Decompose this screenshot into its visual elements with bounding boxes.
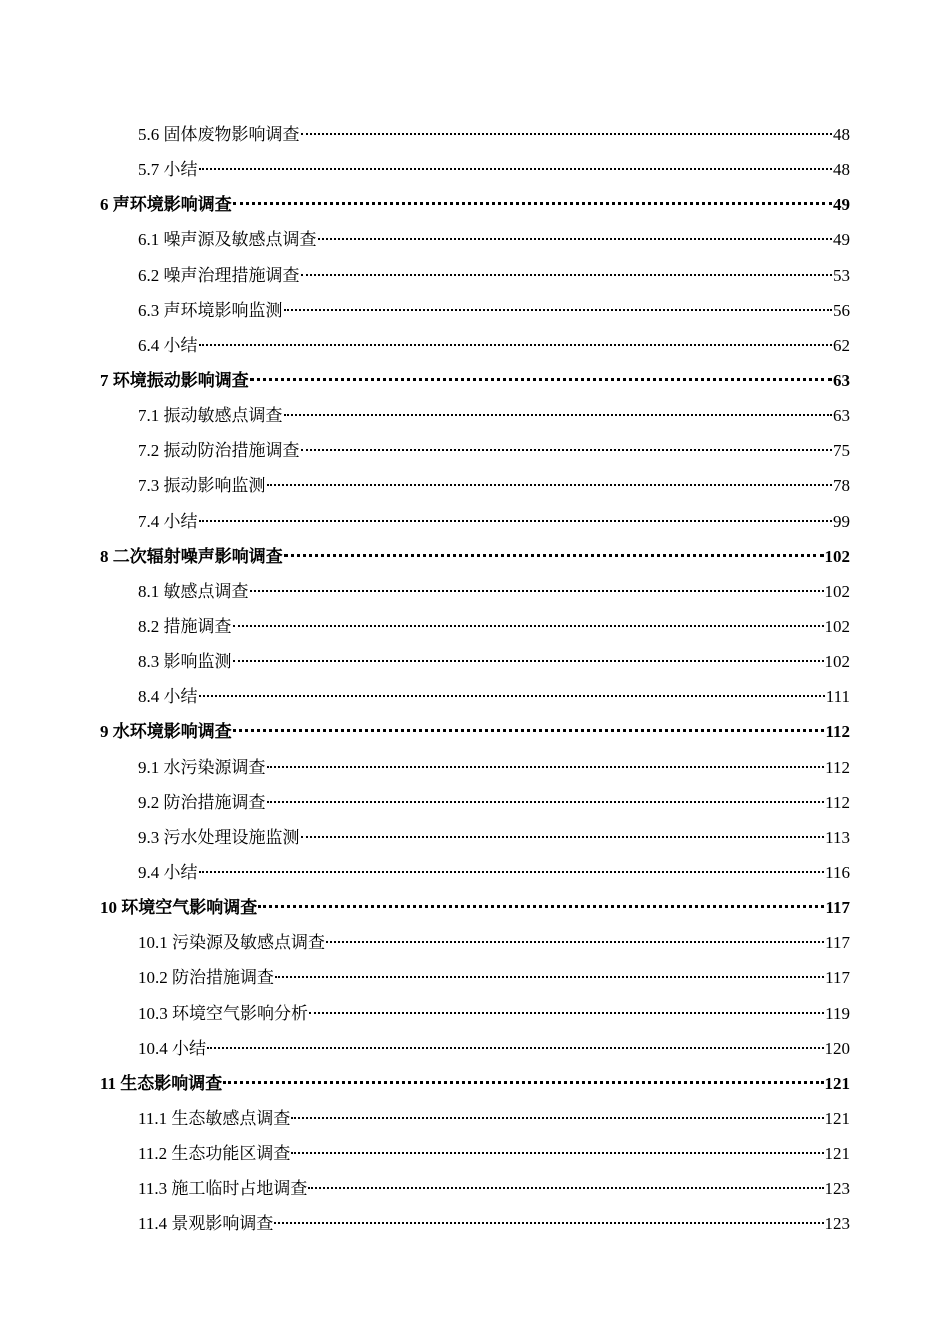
toc-page-number: 117: [825, 968, 850, 988]
toc-section-entry[interactable]: [100, 398, 850, 433]
toc-page-number: 102: [824, 652, 850, 672]
toc-dot-leader: [207, 1047, 824, 1049]
toc-section-entry[interactable]: [100, 504, 850, 539]
toc-section-entry[interactable]: [100, 925, 850, 960]
toc-chapter-entry[interactable]: [100, 363, 850, 398]
toc-dot-leader: [284, 309, 833, 311]
toc-dot-leader: [284, 414, 833, 416]
toc-section-entry[interactable]: [100, 222, 850, 257]
toc-section-entry[interactable]: [100, 960, 850, 995]
toc-page-number: 119: [825, 1003, 850, 1023]
toc-page-number: 75: [833, 441, 850, 461]
toc-dot-leader: [274, 1222, 823, 1224]
toc-entry-title: 11.4 景观影响调查: [138, 1214, 274, 1234]
toc-entry-title: 11 生态影响调查: [100, 1073, 223, 1093]
toc-page-number: 49: [833, 195, 850, 215]
toc-section-entry[interactable]: [100, 996, 850, 1031]
toc-page-number: 123: [824, 1214, 850, 1234]
toc-entry-title: 6.4 小结: [138, 335, 198, 355]
toc-dot-leader: [275, 976, 824, 978]
toc-section-entry[interactable]: [100, 293, 850, 328]
toc-page-number: 102: [824, 581, 850, 601]
toc-section-entry[interactable]: [100, 820, 850, 855]
toc-entry-title: 10.4 小结: [138, 1038, 206, 1058]
toc-section-entry[interactable]: [100, 1031, 850, 1066]
toc-page-number: 63: [833, 370, 850, 390]
toc-section-entry[interactable]: [100, 152, 850, 187]
toc-page-number: 102: [824, 546, 850, 566]
toc-section-entry[interactable]: [100, 750, 850, 785]
toc-entry-title: 7.4 小结: [138, 511, 198, 531]
toc-page-number: 113: [825, 827, 850, 847]
toc-page-number: 56: [833, 300, 850, 320]
toc-entry-title: 7.1 振动敏感点调查: [138, 406, 283, 426]
toc-dot-leader: [199, 344, 833, 346]
toc-entry-title: 11.1 生态敏感点调查: [138, 1108, 291, 1128]
toc-dot-leader: [318, 238, 833, 240]
toc-entry-title: 8.3 影响监测: [138, 652, 232, 672]
toc-entry-title: 8 二次辐射噪声影响调查: [100, 546, 283, 566]
toc-entry-title: 7.3 振动影响监测: [138, 476, 266, 496]
toc-dot-leader: [267, 801, 825, 803]
toc-page-number: 112: [825, 722, 850, 742]
toc-entry-title: 9.4 小结: [138, 862, 198, 882]
toc-chapter-entry[interactable]: [100, 1066, 850, 1101]
toc-page-number: 63: [833, 406, 850, 426]
toc-page-number: 123: [824, 1179, 850, 1199]
toc-section-entry[interactable]: [100, 1171, 850, 1206]
toc-entry-title: 9.3 污水处理设施监测: [138, 827, 300, 847]
table-of-contents: [100, 117, 850, 1242]
toc-section-entry[interactable]: [100, 1101, 850, 1136]
toc-section-entry[interactable]: [100, 258, 850, 293]
toc-entry-title: 7 环境振动影响调查: [100, 370, 249, 390]
toc-dot-leader: [309, 1012, 824, 1014]
toc-dot-leader: [223, 1081, 823, 1084]
toc-page-number: 48: [833, 160, 850, 180]
toc-page-number: 120: [824, 1038, 850, 1058]
toc-section-entry[interactable]: [100, 574, 850, 609]
toc-entry-title: 9.1 水污染源调查: [138, 757, 266, 777]
toc-page-number: 78: [833, 476, 850, 496]
toc-dot-leader: [308, 1187, 823, 1189]
toc-dot-leader: [301, 274, 833, 276]
toc-entry-title: 8.2 措施调查: [138, 616, 232, 636]
toc-chapter-entry[interactable]: [100, 539, 850, 574]
toc-page-number: 117: [825, 898, 850, 918]
toc-page-number: 49: [833, 230, 850, 250]
toc-dot-leader: [250, 590, 824, 592]
toc-page-number: 102: [824, 616, 850, 636]
toc-page-number: 99: [833, 511, 850, 531]
toc-entry-title: 10.3 环境空气影响分析: [138, 1003, 308, 1023]
toc-page-number: 53: [833, 265, 850, 285]
toc-dot-leader: [199, 871, 825, 873]
toc-dot-leader: [301, 449, 833, 451]
toc-dot-leader: [291, 1117, 823, 1119]
toc-chapter-entry[interactable]: [100, 890, 850, 925]
toc-dot-leader: [233, 729, 825, 732]
toc-entry-title: 5.6 固体废物影响调查: [138, 125, 300, 144]
toc-entry-title: 10.1 污染源及敏感点调查: [138, 933, 325, 953]
toc-entry-title: 6.3 声环境影响监测: [138, 300, 283, 320]
toc-page-number: 121: [824, 1144, 850, 1164]
toc-entry-title: 6.1 噪声源及敏感点调查: [138, 230, 317, 250]
toc-section-entry[interactable]: [100, 328, 850, 363]
toc-page-number: 116: [825, 862, 850, 882]
toc-page-number: 112: [825, 792, 850, 812]
toc-entry-title: 7.2 振动防治措施调查: [138, 441, 300, 461]
toc-entry-title: 9 水环境影响调查: [100, 722, 232, 742]
toc-section-entry[interactable]: [100, 117, 850, 152]
toc-dot-leader: [233, 202, 832, 205]
toc-section-entry[interactable]: [100, 785, 850, 820]
toc-entry-title: 6.2 噪声治理措施调查: [138, 265, 300, 285]
toc-dot-leader: [250, 378, 832, 381]
toc-dot-leader: [291, 1152, 823, 1154]
toc-page-number: 117: [825, 933, 850, 953]
toc-page-number: 121: [824, 1073, 850, 1093]
toc-chapter-entry[interactable]: [100, 187, 850, 222]
toc-dot-leader: [301, 836, 825, 838]
toc-page-number: 111: [825, 687, 850, 707]
toc-page-number: 48: [833, 125, 850, 144]
toc-entry-title: 10 环境空气影响调查: [100, 898, 258, 918]
toc-page-number: 112: [825, 757, 850, 777]
toc-dot-leader: [301, 133, 833, 135]
toc-entry-title: 11.2 生态功能区调查: [138, 1144, 291, 1164]
toc-section-entry[interactable]: [100, 468, 850, 503]
toc-dot-leader: [199, 695, 825, 697]
toc-section-entry[interactable]: [100, 1136, 850, 1171]
toc-dot-leader: [267, 484, 833, 486]
toc-dot-leader: [199, 168, 833, 170]
toc-section-entry[interactable]: [100, 855, 850, 890]
toc-dot-leader: [199, 520, 833, 522]
toc-section-entry[interactable]: [100, 1206, 850, 1241]
toc-entry-title: 11.3 施工临时占地调查: [138, 1179, 308, 1199]
toc-section-entry[interactable]: [100, 644, 850, 679]
toc-entry-title: 9.2 防治措施调查: [138, 792, 266, 812]
toc-entry-title: 5.7 小结: [138, 160, 198, 180]
toc-dot-leader: [258, 905, 824, 908]
toc-dot-leader: [233, 660, 824, 662]
toc-entry-title: 6 声环境影响调查: [100, 195, 232, 215]
toc-dot-leader: [233, 625, 824, 627]
toc-entry-title: 8.1 敏感点调查: [138, 581, 249, 601]
toc-chapter-entry[interactable]: [100, 714, 850, 749]
toc-section-entry[interactable]: [100, 433, 850, 468]
toc-dot-leader: [326, 941, 824, 943]
toc-dot-leader: [267, 766, 825, 768]
toc-page-number: 62: [833, 335, 850, 355]
toc-dot-leader: [284, 554, 824, 557]
toc-section-entry[interactable]: [100, 609, 850, 644]
toc-entry-title: 8.4 小结: [138, 687, 198, 707]
toc-section-entry[interactable]: [100, 679, 850, 714]
toc-page-number: 121: [824, 1108, 850, 1128]
toc-entry-title: 10.2 防治措施调查: [138, 968, 274, 988]
